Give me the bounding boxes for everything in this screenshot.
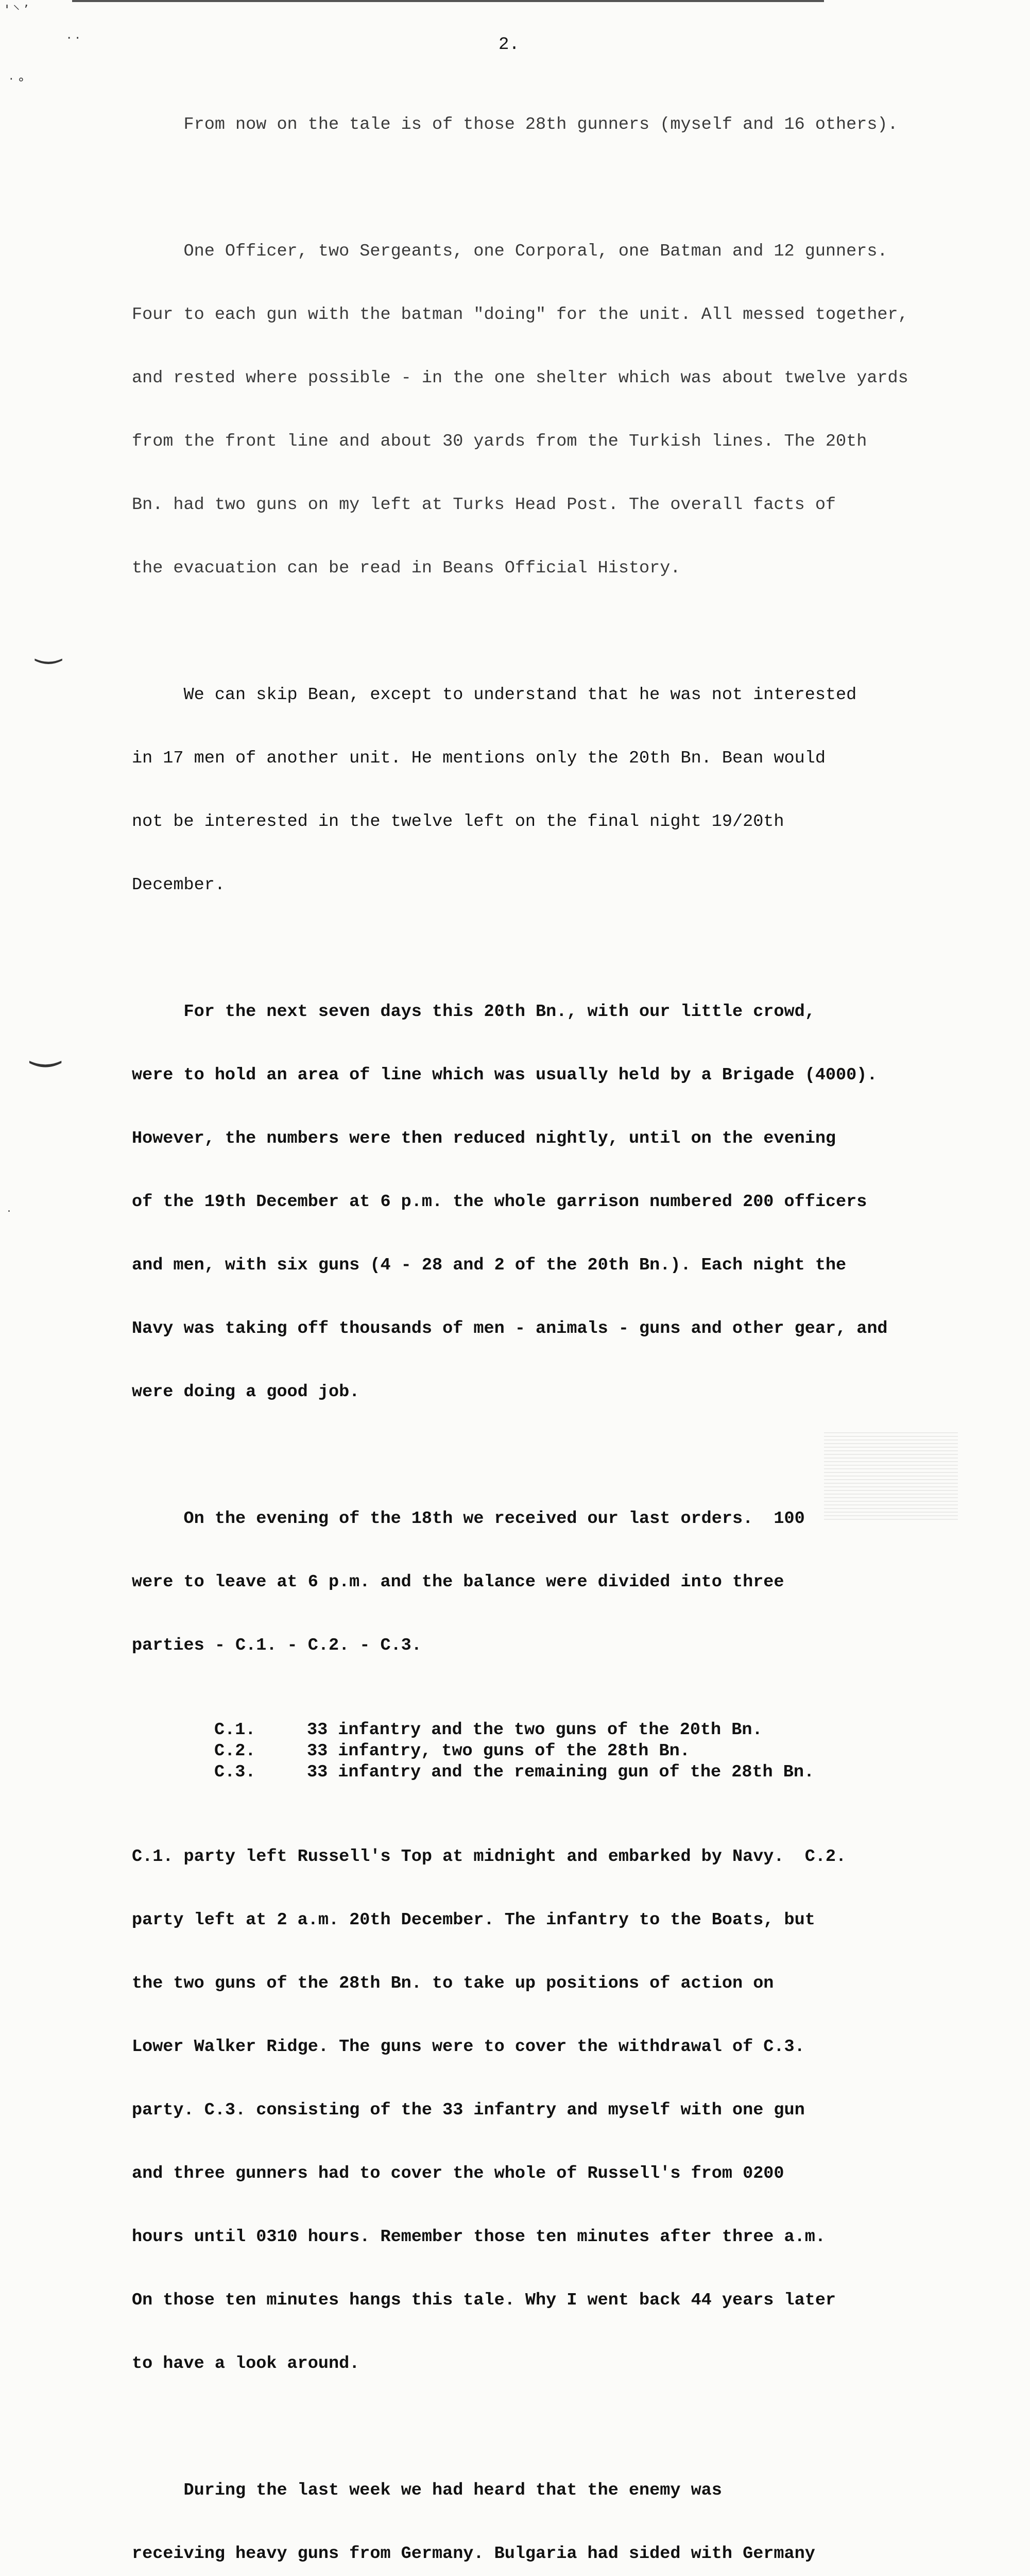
text-line: and rested where possible - in the one shelter which was about twelve yards [132,368,908,388]
paragraph-seven-days [132,959,935,1445]
text-line: receiving heavy guns from Germany. Bulgaria had sided with Germany [132,2544,815,2564]
text-line: party. C.3. consisting of the 33 infantry and myself with one gun [132,2100,805,2120]
party-label: C.3. [214,1762,256,1782]
paragraph-unit-composition [132,199,935,621]
text-line: However, the numbers were then reduced nightly, until on the evening [132,1129,836,1148]
party-description: 33 infantry and the two guns of the 20th Bn. [307,1720,763,1740]
list-item [132,1762,935,1783]
document-body [132,72,935,2576]
text-line: Four to each gun with the batman "doing" for the unit. All messed together, [132,305,908,325]
text-line: the two guns of the 28th Bn. to take up positions of action on [132,1974,774,1993]
text-line: December. [132,875,225,895]
margin-speck-mark: ' ⸌ ’ [5,3,28,18]
text-line: were to leave at 6 p.m. and the balance were divided into three [132,1572,784,1592]
parties-list [132,1720,935,1783]
punch-hole-arc: ‿ [31,1025,60,1067]
text-line: party left at 2 a.m. 20th December. The infantry to the Boats, but [132,1910,815,1930]
list-item [132,1720,935,1741]
page-number: 2. [499,35,520,55]
margin-speck-mark: ‧ ∘ [9,72,25,87]
text-line: Lower Walker Ridge. The guns were to cover the withdrawal of C.3. [132,2037,805,2057]
text-line: On those ten minutes hangs this tale. Why I went back 44 years later [132,2291,836,2310]
text-line: Navy was taking off thousands of men - animals - guns and other gear, and [132,1319,888,1338]
paragraph-intro [132,72,935,178]
text-line: were doing a good job. [132,1382,360,1402]
text-line: and three gunners had to cover the whole of Russell's from 0200 [132,2164,784,2183]
punch-hole-arc: ‿ [36,629,61,665]
party-label: C.1. [214,1720,256,1740]
text-line: For the next seven days this 20th Bn., with our little crowd, [132,1002,815,1022]
paragraph-last-orders [132,1466,935,1699]
party-description: 33 infantry, two guns of the 28th Bn. [307,1741,690,1761]
paragraph-withdrawal [132,1804,935,2417]
list-item [132,1741,935,1762]
paragraph-bean [132,642,935,938]
text-line: C.1. party left Russell's Top at midnight and embarked by Navy. C.2. [132,1847,847,1867]
text-line: During the last week we had heard that the enemy was [132,2481,722,2500]
text-line: not be interested in the twelve left on the final night 19/20th [132,812,784,832]
text-line: and men, with six guns (4 - 28 and 2 of the 20th Bn.). Each night the [132,1256,847,1275]
top-edge-rule [72,0,824,2]
party-description: 33 infantry and the remaining gun of the 28th Bn. [307,1762,815,1782]
text-line: On the evening of the 18th we received our last orders. 100 [132,1509,805,1529]
margin-speck-mark: ‧ ‧ [67,31,80,46]
text-line: Bn. had two guns on my left at Turks Head Post. The overall facts of [132,495,836,515]
text-line: We can skip Bean, except to understand that he was not interested [132,685,857,705]
text-line: of the 19th December at 6 p.m. the whole garrison numbered 200 officers [132,1192,867,1212]
paragraph-dugout [132,2438,935,2576]
margin-speck-mark: ‧ [7,1206,11,1218]
text-line: hours until 0310 hours. Remember those ten minutes after three a.m. [132,2227,826,2247]
text-line: were to hold an area of line which was usually held by a Brigade (4000). [132,1065,878,1085]
text-line: One Officer, two Sergeants, one Corporal, one Batman and 12 gunners. [132,242,888,261]
text-line: to have a look around. [132,2354,360,2374]
party-label: C.2. [214,1741,256,1761]
text-line: in 17 men of another unit. He mentions only the 20th Bn. Bean would [132,749,826,768]
text-line: parties - C.1. - C.2. - C.3. [132,1636,422,1655]
text-line: From now on the tale is of those 28th gunners (myself and 16 others). [132,115,898,134]
text-line: from the front line and about 30 yards from the Turkish lines. The 20th [132,432,867,451]
text-line: the evacuation can be read in Beans Official History. [132,558,681,578]
